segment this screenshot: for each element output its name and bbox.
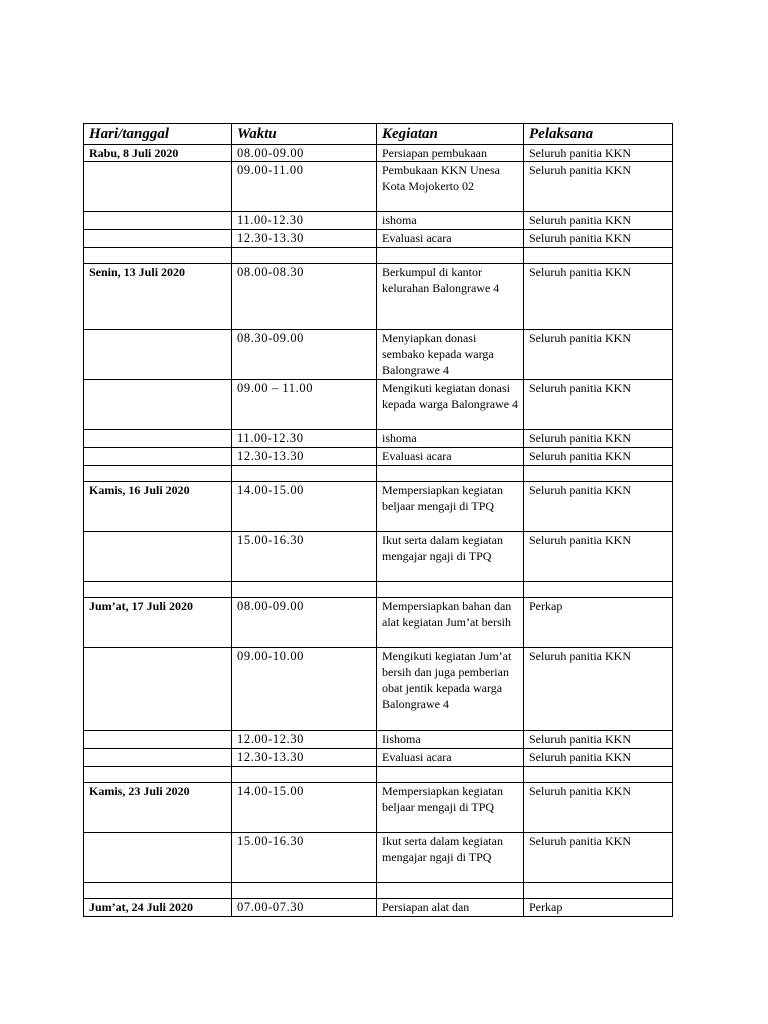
table-row: [84, 145, 673, 162]
table-row: [84, 448, 673, 466]
header-executor: Pelaksana: [524, 124, 673, 145]
day-cell: Rabu, 8 Juli 2020: [84, 145, 232, 162]
executor-cell: Seluruh panitia KKN: [524, 482, 673, 532]
header-day: Hari/tanggal: [84, 124, 232, 145]
day-cell: Senin, 13 Juli 2020: [84, 264, 232, 330]
day-cell: Kamis, 16 Juli 2020: [84, 482, 232, 532]
activity-cell: ishoma: [377, 430, 524, 448]
activity-cell: Ikut serta dalam kegiatan mengajar ngaji di TPQ: [377, 833, 524, 883]
empty-cell: [232, 248, 377, 264]
table-row: [84, 731, 673, 749]
activity-cell: Pembukaan KKN Unesa Kota Mojokerto 02: [377, 162, 524, 212]
activity-cell: ishoma: [377, 212, 524, 230]
empty-cell: [232, 767, 377, 783]
empty-cell: [84, 883, 232, 899]
table-row: [84, 264, 673, 330]
activity-cell: Evaluasi acara: [377, 230, 524, 248]
spacer-row: [84, 767, 673, 783]
table-row: [84, 598, 673, 648]
time-cell: 11.00-12.30: [232, 212, 377, 230]
table-row: [84, 899, 673, 917]
activity-cell: Iishoma: [377, 731, 524, 749]
time-cell: 09.00-10.00: [232, 648, 377, 731]
empty-cell: [377, 582, 524, 598]
table-row: [84, 380, 673, 430]
header-row: [84, 124, 673, 145]
table-row: [84, 230, 673, 248]
executor-cell: Seluruh panitia KKN: [524, 783, 673, 833]
empty-cell: [232, 883, 377, 899]
spacer-row: [84, 883, 673, 899]
day-cell: [84, 330, 232, 380]
day-cell: Jum’at, 17 Juli 2020: [84, 598, 232, 648]
empty-cell: [524, 582, 673, 598]
table-row: [84, 162, 673, 212]
day-cell: [84, 532, 232, 582]
activity-cell: Mengikuti kegiatan Jum’at bersih dan juga pemberian obat jentik kepada warga Balongrawe 4: [377, 648, 524, 731]
executor-cell: Seluruh panitia KKN: [524, 749, 673, 767]
executor-cell: Seluruh panitia KKN: [524, 532, 673, 582]
table-row: [84, 833, 673, 883]
executor-cell: Seluruh panitia KKN: [524, 330, 673, 380]
time-cell: 08.00-08.30: [232, 264, 377, 330]
time-cell: 12.00-12.30: [232, 731, 377, 749]
empty-cell: [84, 767, 232, 783]
executor-cell: Seluruh panitia KKN: [524, 230, 673, 248]
empty-cell: [524, 883, 673, 899]
day-cell: [84, 380, 232, 430]
time-cell: 08.00-09.00: [232, 145, 377, 162]
day-cell: [84, 833, 232, 883]
empty-cell: [377, 248, 524, 264]
empty-cell: [84, 248, 232, 264]
empty-cell: [232, 582, 377, 598]
table-row: [84, 532, 673, 582]
header-time: Waktu: [232, 124, 377, 145]
executor-cell: Seluruh panitia KKN: [524, 162, 673, 212]
spacer-row: [84, 248, 673, 264]
executor-cell: Seluruh panitia KKN: [524, 833, 673, 883]
time-cell: 14.00-15.00: [232, 482, 377, 532]
time-cell: 12.30-13.30: [232, 230, 377, 248]
empty-cell: [524, 466, 673, 482]
day-cell: [84, 731, 232, 749]
time-cell: 14.00-15.00: [232, 783, 377, 833]
executor-cell: Seluruh panitia KKN: [524, 731, 673, 749]
activity-cell: Evaluasi acara: [377, 448, 524, 466]
executor-cell: Seluruh panitia KKN: [524, 648, 673, 731]
table-row: [84, 330, 673, 380]
schedule-body: [84, 145, 673, 917]
day-cell: [84, 448, 232, 466]
day-cell: [84, 648, 232, 731]
executor-cell: Seluruh panitia KKN: [524, 430, 673, 448]
day-cell: [84, 162, 232, 212]
activity-cell: Menyiapkan donasi sembako kepada warga Balongrawe 4: [377, 330, 524, 380]
header-activity: Kegiatan: [377, 124, 524, 145]
day-cell: Jum’at, 24 Juli 2020: [84, 899, 232, 917]
day-cell: Kamis, 23 Juli 2020: [84, 783, 232, 833]
time-cell: 09.00 – 11.00: [232, 380, 377, 430]
day-cell: [84, 212, 232, 230]
executor-cell: Seluruh panitia KKN: [524, 145, 673, 162]
table-row: [84, 648, 673, 731]
activity-cell: Mempersiapkan kegiatan beljaar mengaji di TPQ: [377, 482, 524, 532]
activity-cell: Mempersiapkan bahan dan alat kegiatan Jum’at bersih: [377, 598, 524, 648]
spacer-row: [84, 582, 673, 598]
schedule-table: [83, 123, 673, 917]
empty-cell: [84, 466, 232, 482]
day-cell: [84, 749, 232, 767]
activity-cell: Persiapan pembukaan: [377, 145, 524, 162]
time-cell: 09.00-11.00: [232, 162, 377, 212]
empty-cell: [84, 582, 232, 598]
time-cell: 15.00-16.30: [232, 532, 377, 582]
empty-cell: [377, 767, 524, 783]
activity-cell: Ikut serta dalam kegiatan mengajar ngaji di TPQ: [377, 532, 524, 582]
executor-cell: Seluruh panitia KKN: [524, 264, 673, 330]
table-row: [84, 430, 673, 448]
time-cell: 15.00-16.30: [232, 833, 377, 883]
empty-cell: [524, 248, 673, 264]
activity-cell: Mempersiapkan kegiatan beljaar mengaji di TPQ: [377, 783, 524, 833]
activity-cell: Evaluasi acara: [377, 749, 524, 767]
empty-cell: [524, 767, 673, 783]
executor-cell: Perkap: [524, 598, 673, 648]
time-cell: 11.00-12.30: [232, 430, 377, 448]
time-cell: 08.30-09.00: [232, 330, 377, 380]
table-row: [84, 749, 673, 767]
table-row: [84, 482, 673, 532]
time-cell: 12.30-13.30: [232, 749, 377, 767]
day-cell: [84, 430, 232, 448]
empty-cell: [377, 883, 524, 899]
executor-cell: Perkap: [524, 899, 673, 917]
table-row: [84, 212, 673, 230]
empty-cell: [377, 466, 524, 482]
spacer-row: [84, 466, 673, 482]
time-cell: 12.30-13.30: [232, 448, 377, 466]
table-row: [84, 783, 673, 833]
executor-cell: Seluruh panitia KKN: [524, 448, 673, 466]
time-cell: 07.00-07.30: [232, 899, 377, 917]
empty-cell: [232, 466, 377, 482]
time-cell: 08.00-09.00: [232, 598, 377, 648]
activity-cell: Mengikuti kegiatan donasi kepada warga Balongrawe 4: [377, 380, 524, 430]
executor-cell: Seluruh panitia KKN: [524, 380, 673, 430]
day-cell: [84, 230, 232, 248]
executor-cell: Seluruh panitia KKN: [524, 212, 673, 230]
activity-cell: Persiapan alat dan: [377, 899, 524, 917]
activity-cell: Berkumpul di kantor kelurahan Balongrawe 4: [377, 264, 524, 330]
